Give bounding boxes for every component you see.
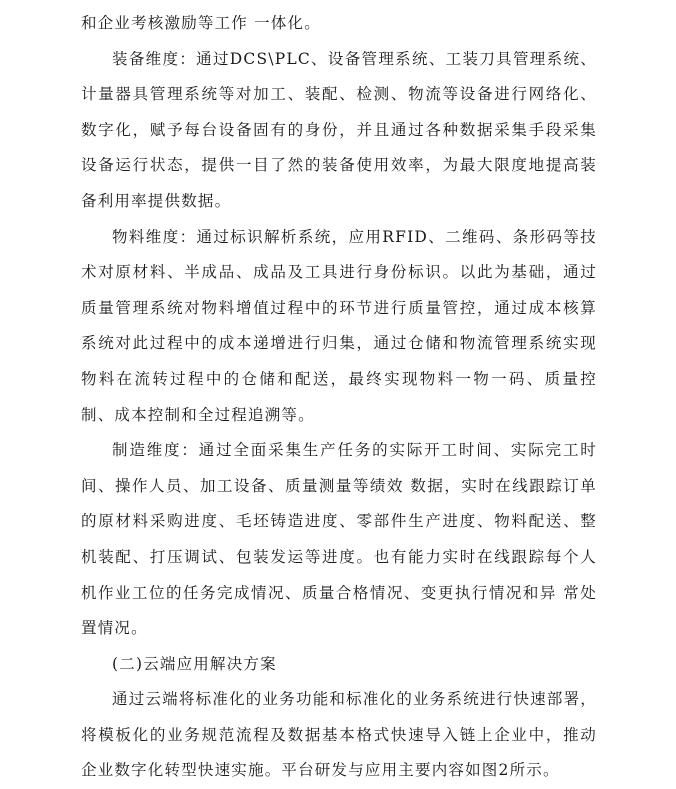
section-heading-cloud: (二)云端应用解决方案: [112, 654, 277, 673]
paragraph-cloud-solution: 通过云端将标准化的业务功能和标准化的业务系统进行快速部署，将模板化的业务规范流程及数据基本格式快速导入链上企业中，推动企业数字化转型快速实施。平台研发与应用主要内容如图2所示。: [81, 690, 597, 780]
document-page: [81, 6, 597, 789]
paragraph-intro-tail: 和企业考核激励等工作 一体化。: [81, 14, 321, 32]
paragraph-manufacturing-dimension: 制造维度：通过全面采集生产任务的实际开工时间、实际完工时间、操作人员、加工设备、质量测量等绩效 数据，实时在线跟踪订单的原材料采购进度、毛坯铸造进度、零部件生产进度、物料配送、整机装配、打压调试、包装发运等进度。也有能力实时在线跟踪每个人机作业工位的任务完成情况、质量合格情况、变更执行情况和异 常处置情况。: [81, 441, 597, 638]
paragraph-equipment-dimension: 装备维度：通过DCS\PLC、设备管理系统、工装刀具管理系统、计量器具管理系统等对加工、装配、检测、物流等设备进行网络化、数字化，赋予每台设备固有的身份，并且通过各种数据采集手段采集设备运行状态，提供一目了然的装备使用效率，为最大限度地提高装备利用率提供数据。: [81, 49, 597, 210]
paragraph-material-dimension: 物料维度：通过标识解析系统，应用RFID、二维码、条形码等技术对原材料、半成品、成品及工具进行身份标识。以此为基础，通过质量管理系统对物料增值过程中的环节进行质量管控，通过成本核算系统对此过程中的成本递增进行归集，通过仓储和物流管理系统实现物料在流转过程中的仓储和配送，最终实现物料一物一码、质量控制、成本控制和全过程追溯等。: [81, 227, 597, 424]
